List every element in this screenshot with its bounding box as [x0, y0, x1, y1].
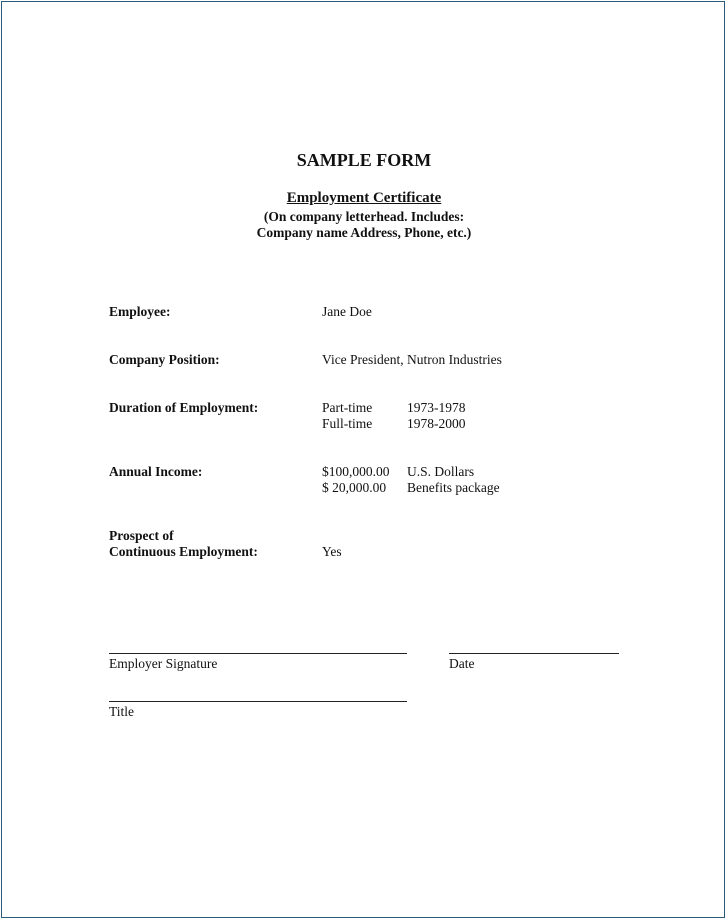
form-title: SAMPLE FORM	[296, 150, 432, 170]
prospect-value: Yes	[322, 544, 342, 559]
employer-signature-line[interactable]	[109, 653, 407, 654]
income-desc-salary: U.S. Dollars	[407, 464, 475, 479]
prospect-label-line2: Continuous Employment:	[109, 544, 258, 559]
title-label: Title	[109, 704, 135, 719]
page-border	[1, 1, 725, 918]
duration-years-fulltime: 1978-2000	[407, 416, 466, 431]
income-amount-benefits: $ 20,000.00	[322, 480, 387, 495]
employee-label: Employee:	[109, 304, 171, 319]
income-amount-salary: $100,000.00	[322, 464, 390, 479]
date-label: Date	[449, 656, 475, 671]
duration-label: Duration of Employment:	[109, 400, 259, 415]
employer-signature-label: Employer Signature	[109, 656, 218, 671]
duration-years-parttime: 1973-1978	[407, 400, 466, 415]
employee-value: Jane Doe	[322, 304, 372, 319]
position-label: Company Position:	[109, 352, 220, 367]
position-value: Vice President, Nutron Industries	[322, 352, 502, 367]
prospect-label-line1: Prospect of	[109, 528, 174, 543]
title-line[interactable]	[109, 701, 407, 702]
date-line[interactable]	[449, 653, 619, 654]
letterhead-note-line2: Company name Address, Phone, etc.)	[256, 225, 472, 240]
form-subtitle: Employment Certificate	[286, 190, 442, 206]
duration-type-fulltime: Full-time	[322, 416, 373, 431]
income-label: Annual Income:	[109, 464, 203, 479]
duration-type-parttime: Part-time	[322, 400, 373, 415]
letterhead-note-line1: (On company letterhead. Includes:	[263, 209, 465, 224]
income-desc-benefits: Benefits package	[407, 480, 500, 495]
